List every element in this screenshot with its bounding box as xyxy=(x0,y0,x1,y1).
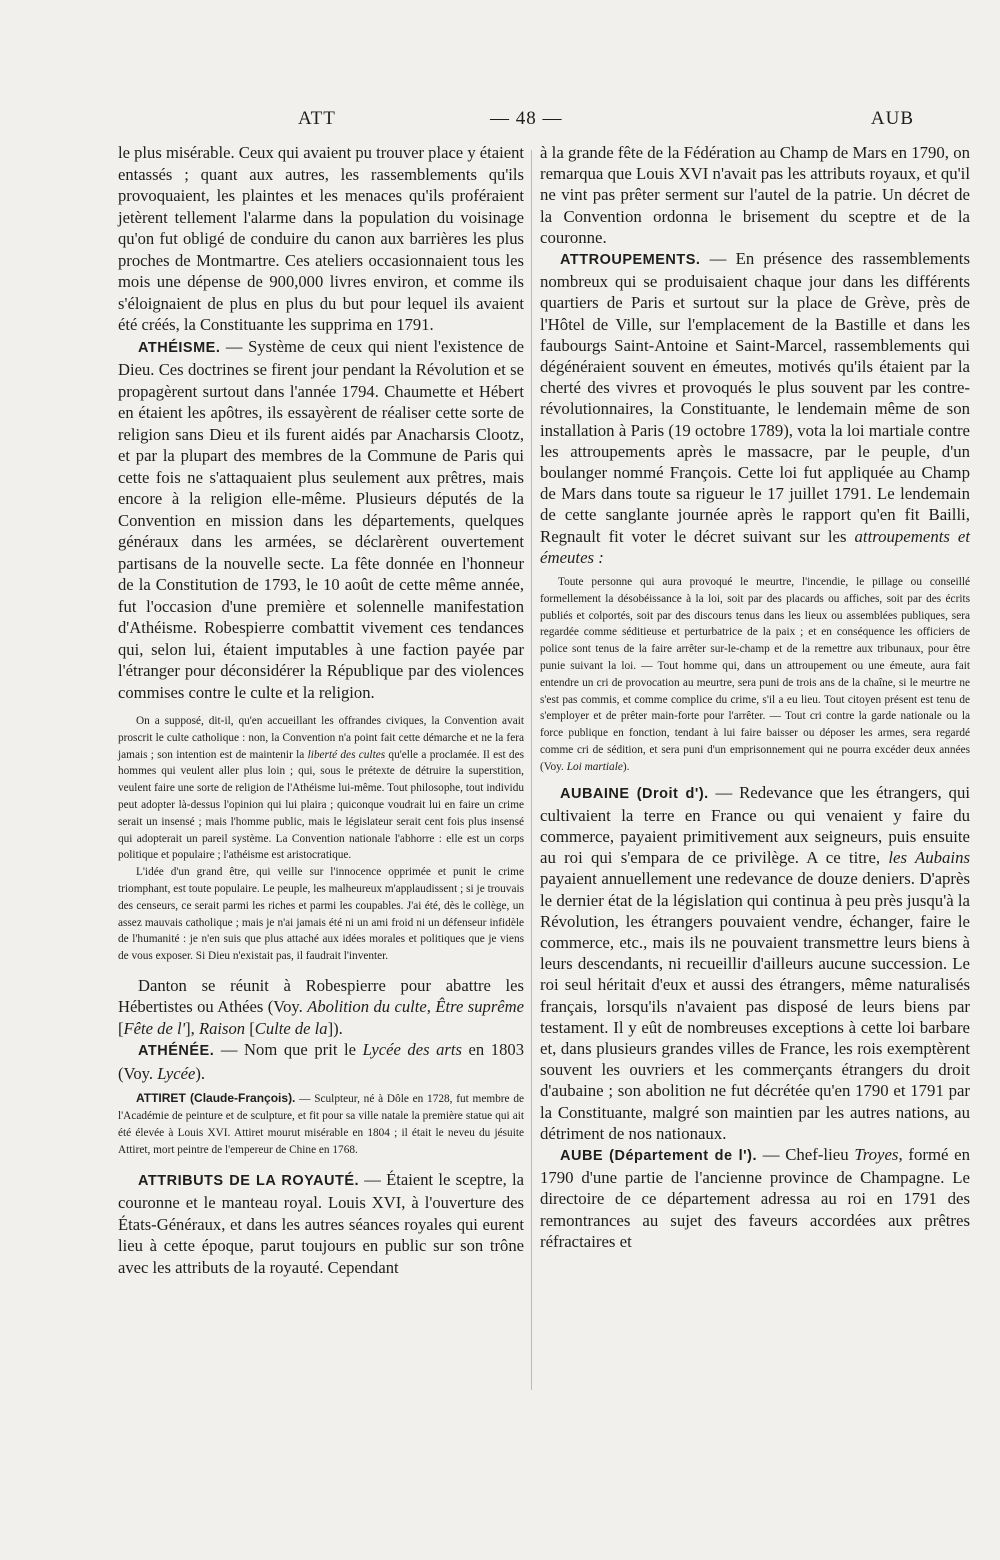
spacer xyxy=(118,1159,524,1169)
text: — Étaient le sceptre, la couronne et le manteau royal. Louis XVI, à l'ouverture des États-Généraux, et dans les autres séances royales qui eurent lieu à cette époque, parut toujours en public sur son trône avec les attributs de la royauté. Cependant xyxy=(118,1169,524,1277)
left-column xyxy=(118,142,524,1278)
entry-aubaine xyxy=(540,782,970,1144)
spacer xyxy=(118,965,524,975)
header-right: AUB xyxy=(870,108,914,129)
cross-reference: Abolition du culte, Être suprême xyxy=(307,997,524,1017)
running-header xyxy=(118,108,970,134)
headword-aubaine: AUBAINE (Droit d'). xyxy=(560,785,709,802)
decree-quote xyxy=(540,574,970,776)
quote-robespierre-1 xyxy=(118,713,524,864)
cross-reference: Lycée xyxy=(157,1063,196,1083)
text: [ xyxy=(245,1018,255,1038)
entry-attiret xyxy=(118,1090,524,1158)
text: Toute personne qui aura provoqué le meurtre, l'incendie, le pillage ou conseillé formellement la désobéissance à la loi, soit par des placards ou affiches, soit par des écrits publiés et colportés, soit par des discours tenus dans les lieux ou assemblées publiques, sera regardée comme séditieuse et perturbatrice de la paix ; et en conséquence les officiers de police sont tenus de la faire arrêter sur-le-champ et de la remettre aux tribunaux, pour être punie suivant la loi. — Tout homme qui, dans un attroupement ou une émeute, aura fait entendre un cri de provocation au meurtre, sera puni de trois ans de la chaîne, si le meurtre ne s'est pas commis, et comme complice du crime, s'il a eu lieu. Tout citoyen présent est tenu de s'employer et de prêter main-forte pour l'arrêter. — Tout cri contre la garde nationale ou la force publique en fonction, tendant à lui faire baisser ou déposer les armes, sera regardé comme cri de sédition, et sera puni d'un emprisonnement qui ne pourra excéder deux années (Voy. xyxy=(540,576,970,773)
text: , formé en 1790 d'une partie de l'ancienne province de Champagne. Le directoire de ce département adressa au roi en 1791 des remontrances au sujet des faveurs accordées aux prêtres réfractaires et xyxy=(540,1145,971,1251)
cross-reference: Fête de l' xyxy=(123,1018,186,1038)
headword-athenee: ATHÉNÉE. xyxy=(138,1043,215,1060)
headword-aube: AUBE (Département de l'). xyxy=(560,1148,757,1165)
cross-reference: Loi martiale xyxy=(566,760,623,773)
text: — Redevance que les étrangers, qui cultivaient la terre en France ou qui venaient y faire du commerce, payaient primitivement aux seigneurs, puis ensuite au roi qui s'empara de ce privilège. A ce titre, xyxy=(540,782,970,868)
entry-attributs xyxy=(118,1169,524,1279)
text: — Chef-lieu xyxy=(756,1145,855,1165)
text: ], xyxy=(185,1018,199,1038)
entry-attroupements xyxy=(540,248,970,568)
text-italic: les Aubains xyxy=(888,848,970,868)
paragraph-federation: à la grande fête de la Fédération au Champ de Mars en 1790, on remarqua que Louis XVI n'avait pas les attributs royaux, et qu'il ne vint pas prêter serment sur l'autel de la patrie. Un décret de la Convention ordonna le brisement du sceptre et de la couronne. xyxy=(540,143,970,247)
text-italic: Troyes xyxy=(854,1145,899,1165)
cross-reference: Culte de la xyxy=(254,1018,328,1038)
text: ). xyxy=(622,760,630,773)
cross-reference: Raison xyxy=(198,1018,246,1038)
headword-attributs: ATTRIBUTS DE LA ROYAUTÉ. xyxy=(138,1172,360,1189)
text-italic: attroupements et émeutes : xyxy=(540,526,970,567)
paragraph-ateliers: le plus misérable. Ceux qui avaient pu trouver place y étaient entassés ; quant aux autres, les rassemblements qu'ils provoquaient, les plaintes et les menaces qu'ils proféraient jetèrent tellement l'alarme dans la population du voisinage qu'on fut obligé de conduire du canon aux barrières les plus proches de Montmartre. Ces ateliers occasionnaient tous les mois une dépense de 900,000 livres environ, et comme ils s'éloignaient de plus en plus du but pour lequel ils avaient été créés, la Constituante les supprima en 1791. xyxy=(118,143,524,334)
text: — Nom que prit le xyxy=(214,1040,363,1060)
text: — En présence des rassemblements nombreux qui se produisaient chaque jour dans les différents quartiers de Paris et surtout sur la place de Grève, près de l'Hôtel de Ville, sur l'emplacement de la Bastille et dans les faubourgs Saint-Antoine et Saint-Marcel, rassemblements qui dégénéraient souvent en émeutes, motivés qu'ils étaient par la cherté des vivres et provoqués le plus souvent par les contre-révolutionnaires, la Constituante, le lendemain même de son installation à Paris (19 octobre 1789), vota la loi martiale contre les attroupements après le massacre, par le peuple, d'un boulanger nommé François. Cette loi fut appliquée au Champ de Mars dans toute sa rigueur le 17 juillet 1791. Le lendemain de cette sanglante journée après le rapport qu'en fit Bailli, Regnault fit voter le décret suivant sur les xyxy=(540,249,970,546)
spacer xyxy=(118,703,524,713)
text: — Sculpteur, né à Dôle en 1728, fut membre de l'Académie de peinture et de sculpture, et fit pour sa ville natale la première statue qui ait été élevée à Louis XVI. Attiret mourut misérable en 1804 ; il était le neveu du jésuite Attiret, mort peintre de l'empereur de Chine en 1768. xyxy=(118,1093,524,1156)
entry-atheisme-text: — Système de ceux qui nient l'existence de Dieu. Ces doctrines se firent jour pendant la Révolution et se propagèrent surtout dans l'année 1794. Chaumette et Hébert en étaient les apôtres, ils essayèrent de réaliser cette sorte de religion sans Dieu et ils furent aidés par Anacharsis Clootz, et par la plupart des membres de la Commune de Paris qui cette fois ne s'attaquaient plus seulement aux prêtres, mais encore à la religion elle-même. Plusieurs députés de la Convention en mission dans les départements, quelques généraux dans les armées, se déclarèrent ouvertement partisans de la nouvelle secte. La fête donnée en l'honneur de la Constitution de 1793, le 10 août de cette même année, fut l'occasion d'une première et solennelle manifestation d'Athéisme. Robespierre combattit vivement ces tendances qui, selon lui, étaient imputables à une faction payée par l'étranger pour déconsidérer la République par des violences commises contre le culte et la religion. xyxy=(118,336,524,702)
header-left: ATT xyxy=(298,108,336,129)
entry-aube xyxy=(540,1144,970,1252)
headword-atheisme: ATHÉISME. xyxy=(138,339,221,356)
headword-attiret: ATTIRET (Claude-François). xyxy=(136,1091,296,1106)
text: payaient annuellement une redevance de douze deniers. D'après le dernier état de la législation qui continua à peu près jusqu'à la Révolution, les étrangers pouvaient vendre, échanger, faire le commerce, etc., mais ils ne pouvaient transmettre leurs biens à leurs descendants, ni recueillir d'ailleurs aucune succession. Le roi seul héritait d'eux et aussi des étrangers, même naturalisés français, lorsqu'ils n'avaient pas disposé de leurs biens par testament. Il y eût de nombreuses exceptions à cette loi barbare et, dans plusieurs grandes villes de France, les rois exemptèrent souvent les ouvriers et les commerçants étrangers du droit d'aubaine ; son abolition ne fut décrétée qu'en 1790 et 1791 par la Constituante, malgré son maintien par les autres nations, au détriment de nos nationaux. xyxy=(540,869,970,1143)
quote-text: qu'elle a proclamée. Il est des hommes qui veulent aller plus loin ; qui, sous le prétexte de détruire la superstition, veulent faire une sorte de religion de l'Athéisme lui-même. Tout philosophe, tout individu peut adopter là-dessus l'opinion qui lui plaira ; quiconque voudrait lui en faire un crime serait un insensé ; mais l'homme public, mais le législateur serait cent fois plus insensé qui adopterait un pareil système. La Convention nationale l'abhorre : elle est un corps politique et populaire ; l'athéisme est aristocratique. xyxy=(118,748,524,862)
column-divider xyxy=(531,150,532,1390)
quote-robespierre-2: L'idée d'un grand être, qui veille sur l'innocence opprimée et punit le crime triomphant, est toute populaire. Le peuple, les malheureux m'applaudissent ; si je trouvais des censeurs, ce serait parmi les riches et parmi les coupables. J'ai été, dès le collège, un assez mauvais catholique ; mais je n'ai jamais été ni un ami froid ni un défenseur infidèle de l'humanité : je n'en suis que plus attaché aux idées morales et politiques que je viens de vous exposer. Si Dieu n'existait pas, il faudrait l'inventer. xyxy=(118,866,524,963)
text: Danton se réunit à Robespierre pour abattre les Hébertistes ou Athées (Voy. xyxy=(118,975,524,1017)
right-column xyxy=(540,142,970,1252)
entry-athenee xyxy=(118,1039,524,1084)
headword-attroupements: ATTROUPEMENTS. xyxy=(560,252,701,269)
text: [ xyxy=(118,1018,124,1038)
text: ). xyxy=(195,1063,206,1083)
paragraph-danton xyxy=(118,975,524,1040)
text: ]). xyxy=(327,1018,343,1038)
text: en 1803 (Voy. xyxy=(118,1040,524,1083)
page-number: — 48 — xyxy=(490,108,563,129)
entry-atheisme xyxy=(118,336,524,704)
quote-italic: liberté des cultes xyxy=(307,748,386,761)
quote-text: On a supposé, dit-il, qu'en accueillant les offrandes civiques, la Convention avait proscrit le culte catholique : non, la Convention n'a point fait cette démarche et ne la fera jamais ; son intention est de maintenir la xyxy=(118,715,524,761)
text-italic: Lycée des arts xyxy=(362,1040,462,1060)
